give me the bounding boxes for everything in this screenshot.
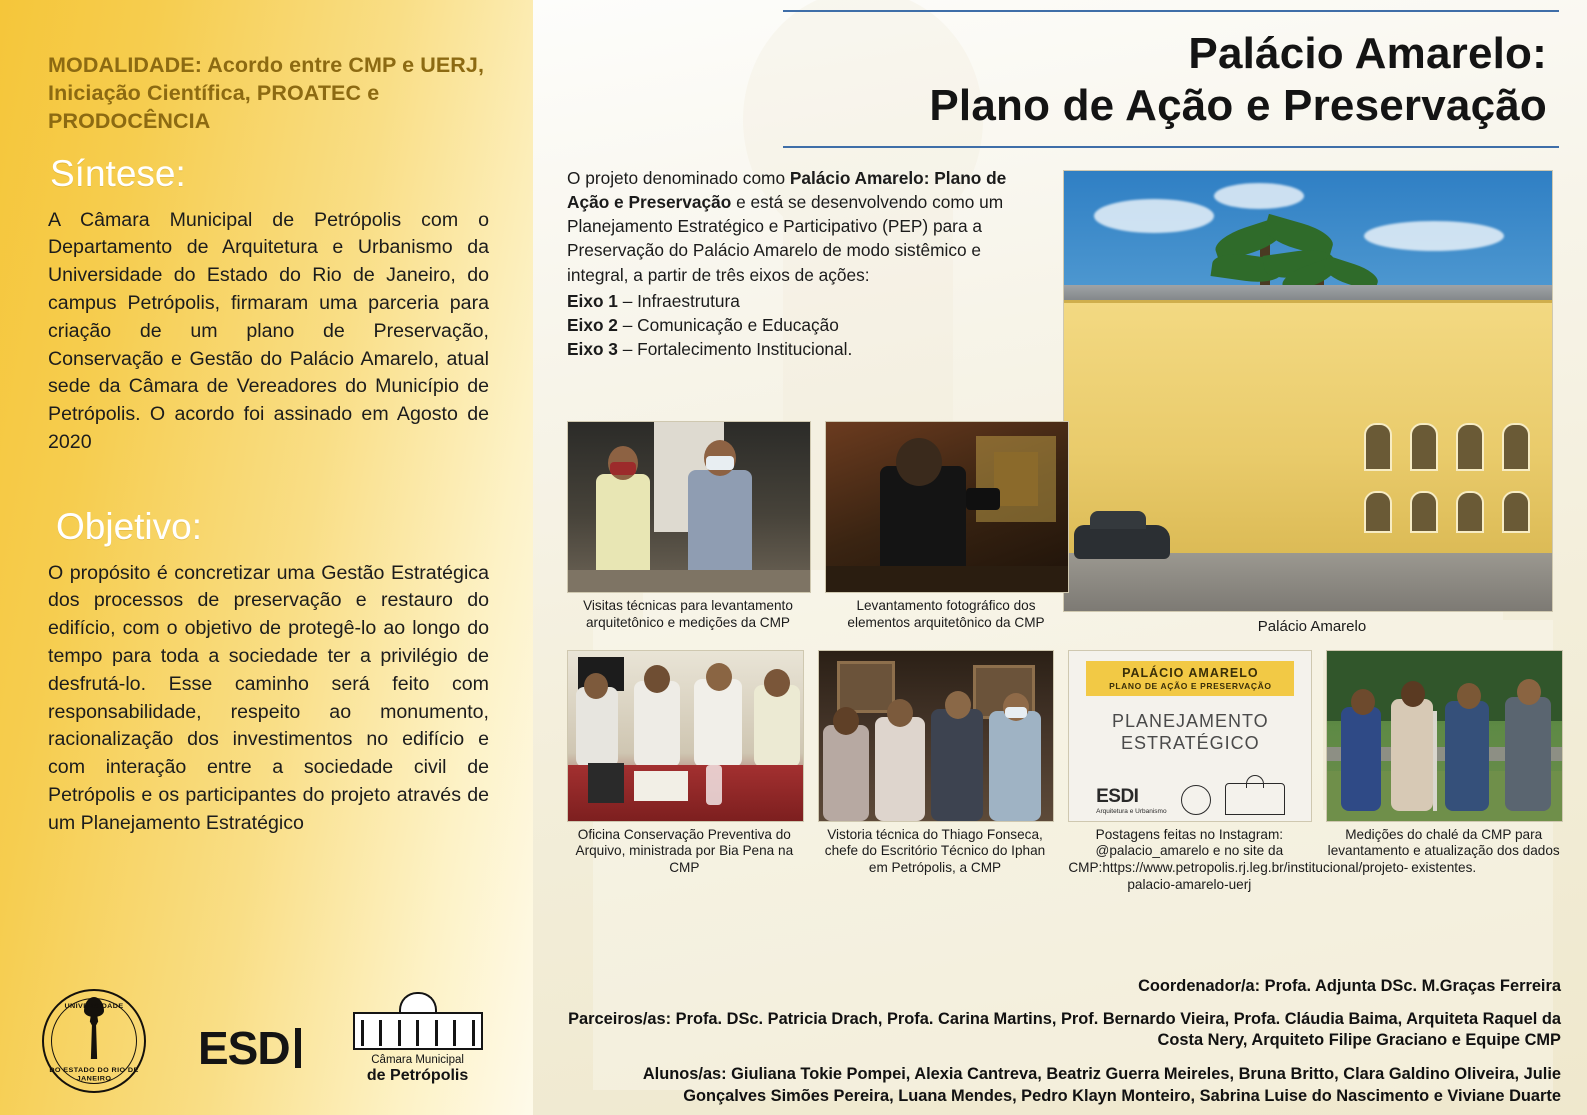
photo-caption: Vistoria técnica do Thiago Fonseca, chefe do Escritório Técnico do Iphan em Petrópolis, a CMP [824, 826, 1046, 876]
eixo-3-text: – Fortalecimento Institucional. [617, 339, 853, 360]
esdi-logo [198, 1022, 301, 1074]
instagram-card-title [1112, 710, 1269, 755]
esdi-logo-bar-icon [295, 1028, 301, 1068]
modalidade-text: MODALIDADE: Acordo entre CMP e UERJ, Iniciação Científica, PROATEC e PRODOCÊNCIA [48, 53, 485, 133]
students-line: Alunos/as: Giuliana Tokie Pompei, Alexia Cantreva, Beatriz Guerra Meireles, Bruna Britto, Clara Galdino Oliveira, Julie Gonçalves Simões Pereira, Luana Mendes, Pedro Klayn Monteiro, Sabrina Luise do Nascimento e Viviane Duarte [642, 1065, 1561, 1105]
header-rule-top [783, 10, 1559, 12]
partners-line: Parceiros/as: Profa. DSc. Patricia Drach, Profa. Carina Martins, Prof. Bernardo Vieira, Profa. Cláudia Baima, Arquiteta Raquel da Costa Nery, Arquiteto Filipe Graciano e Equipe CMP [568, 1009, 1561, 1050]
intro-part-c: e está se desenvolvendo como um Planejamento Estratégico e Participativo (PEP) para a Preservação do Palácio Amarelo de modo sistêmico e integral, a partir de três eixos de ações: [567, 192, 1004, 285]
gallery-row-1 [533, 421, 1093, 632]
instagram-title-line1: PLANEJAMENTO [1111, 710, 1269, 731]
camara-building-icon [353, 992, 483, 1050]
gallery-item [1326, 650, 1561, 894]
instagram-band-subtitle: PLANO DE AÇÃO E PRESERVAÇÃO [1109, 681, 1272, 692]
hero-photo-block [1063, 170, 1561, 635]
photo-levantamento-fotografico [825, 421, 1069, 593]
page-title [783, 28, 1559, 132]
coordinator-line: Coordenador/a: Profa. Adjunta DSc. M.Graças Ferreira [1138, 976, 1561, 995]
objetivo-heading: Objetivo: [56, 505, 203, 547]
camara-building-icon [1225, 783, 1285, 815]
instagram-title-line2: ESTRATÉGICO [1120, 733, 1260, 754]
intro-part-a: O projeto denominado como [567, 167, 790, 188]
photo-postagens-instagram [1068, 650, 1312, 822]
uerj-logo-top-text: UNIVERSIDADE [64, 1001, 124, 1010]
gallery-item [825, 421, 1067, 632]
photo-oficina-conservacao [567, 650, 804, 822]
intro-paragraph [567, 166, 1045, 287]
intro-project-name: Palácio Amarelo: Plano de Ação e Preservação [567, 167, 1007, 213]
photo-medicoes-chale [1326, 650, 1563, 822]
eixo-1-text: – Infraestrutura [617, 290, 740, 311]
photo-caption: Medições do chalé da CMP para levantamento e atualização dos dados existentes. [1327, 826, 1560, 876]
poster-header [533, 0, 1587, 148]
hero-photo-caption: Palácio Amarelo [1257, 617, 1367, 635]
photo-caption: Levantamento fotográfico dos elementos arquitetônico da CMP [847, 597, 1045, 630]
instagram-card-band [1086, 661, 1294, 696]
uerj-seal-icon [1181, 785, 1211, 815]
right-panel [533, 0, 1587, 1115]
gallery-item [818, 650, 1053, 894]
camara-logo-line1: Câmara Municipal [371, 1053, 464, 1066]
instagram-card-logos [1096, 783, 1284, 815]
photo-caption: Visitas técnicas para levantamento arquitetônico e medições da CMP [583, 597, 793, 630]
photo-caption: Postagens feitas no Instagram: @palacio_amarelo e no site da CMP:https://www.petropolis.rj.leg.br/institucional/projeto-palacio-amarelo-uerj [1068, 826, 1409, 893]
instagram-esdi-text: ESDI [1096, 785, 1139, 807]
gallery-item [567, 421, 809, 632]
instagram-band-title: PALÁCIO AMARELO [1122, 665, 1259, 680]
credits-block [533, 977, 1587, 1107]
gallery-item [1068, 650, 1409, 894]
photo-vistoria-tecnica [818, 650, 1055, 822]
eixo-1 [567, 289, 1045, 313]
sintese-heading: Síntese: [50, 152, 186, 194]
palacio-amarelo-photo [1063, 170, 1553, 612]
eixo-2-label: Eixo 2 [567, 315, 618, 336]
gallery-item [567, 650, 802, 894]
eixo-3-label: Eixo 3 [567, 339, 618, 360]
camara-logo-line2: de Petrópolis [366, 1066, 469, 1084]
logo-row [42, 973, 492, 1093]
eixos-list [567, 289, 1045, 362]
camara-municipal-logo [353, 992, 483, 1085]
sintese-text: A Câmara Municipal de Petrópolis com o Departamento de Arquitetura e Urbanismo da Universidade do Estado do Rio de Janeiro, do campus Petrópolis, firmaram uma parceria para criação de um plano de Preservação, Conservação e Gestão do Palácio Amarelo, atual sede da Câmara de Vereadores do Município de Petrópolis. O acordo foi assinado em Agosto de 2020 [48, 208, 489, 453]
photo-caption: Oficina Conservação Preventiva do Arquivo, ministrada por Bia Pena na CMP [575, 826, 794, 876]
esdi-logo-text: ESD [198, 1022, 290, 1074]
instagram-esdi-subtext: Arquitetura e Urbanismo [1096, 807, 1167, 815]
eixo-3 [567, 337, 1045, 361]
gallery-row-2 [533, 650, 1587, 894]
eixo-2 [567, 313, 1045, 337]
page-title-line2: Plano de Ação e Preservação [929, 80, 1547, 130]
objetivo-text: O propósito é concretizar uma Gestão Estratégica dos processos de preservação e restauro do edifício, com o objetivo de protegê-lo ao longo do tempo para toda a sociedade ter a privilégio de desfrutá-lo. Esse caminho será feito com responsabilidade, respeito ao monumento, racionalização dos investimentos no edifício e com interação entre a sociedade civil de Petrópolis e os participantes do projeto através de um Planejamento Estratégico [48, 561, 489, 834]
uerj-logo-bottom-text: DO ESTADO DO RIO DE JANEIRO [49, 1065, 139, 1083]
eixo-1-label: Eixo 1 [567, 290, 618, 311]
uerj-logo [42, 989, 146, 1093]
photo-visitas-tecnicas [567, 421, 811, 593]
left-panel [0, 0, 533, 1115]
page-title-line1: Palácio Amarelo: [1188, 29, 1547, 78]
eixo-2-text: – Comunicação e Educação [617, 315, 839, 336]
instagram-esdi-logo [1096, 786, 1166, 815]
